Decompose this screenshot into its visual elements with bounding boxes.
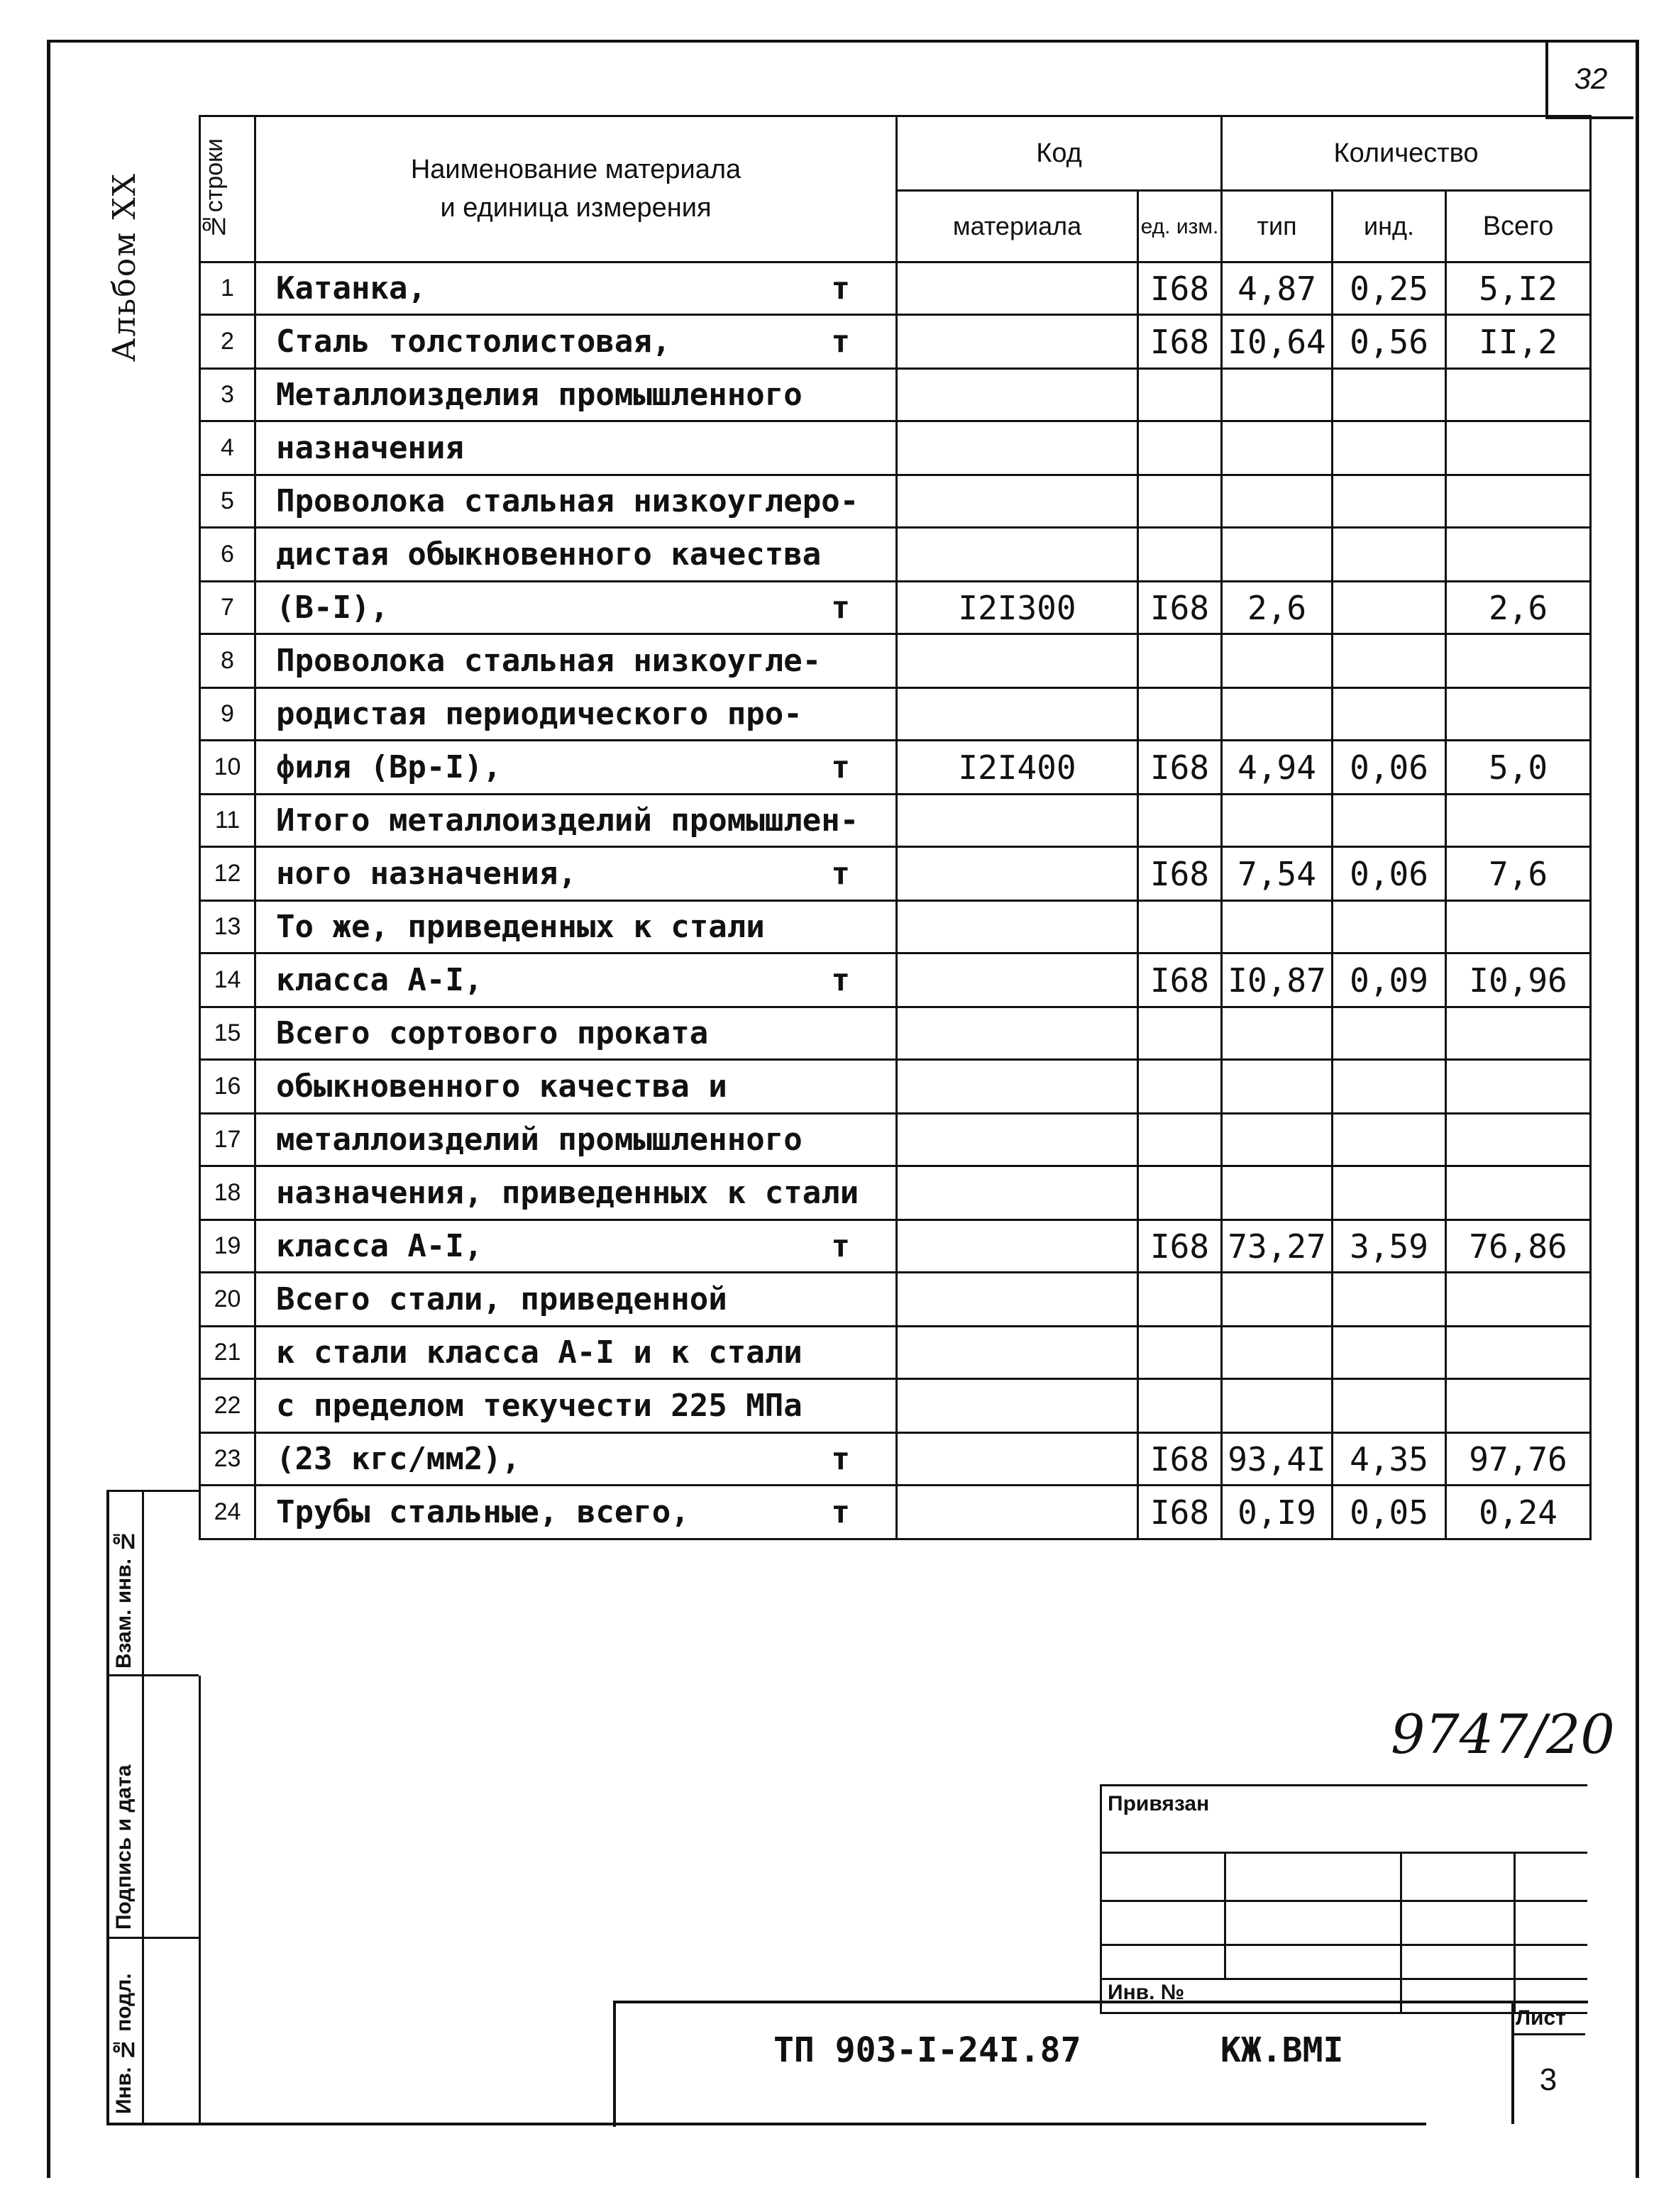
material-code bbox=[897, 262, 1138, 315]
table-row bbox=[200, 1166, 1591, 1220]
qty-ind bbox=[1333, 1007, 1446, 1060]
side-divider bbox=[106, 1674, 199, 1676]
table-row bbox=[200, 475, 1591, 528]
stamp-line bbox=[1224, 1852, 1226, 1978]
material-name bbox=[255, 795, 897, 847]
qty-total bbox=[1446, 1379, 1591, 1433]
unit-code bbox=[1138, 795, 1222, 847]
unit-code: I68 bbox=[1138, 953, 1222, 1007]
qty-ind: 4,35 bbox=[1333, 1433, 1446, 1486]
qty-tip bbox=[1222, 1166, 1333, 1220]
stamp-line bbox=[1400, 1852, 1402, 2012]
material-name-text: назначения, приведенных к стали bbox=[276, 1175, 859, 1211]
material-name bbox=[255, 1327, 897, 1379]
qty-tip: I0,64 bbox=[1222, 315, 1333, 369]
qty-total bbox=[1446, 795, 1591, 847]
table-row bbox=[200, 795, 1591, 847]
material-name bbox=[255, 1433, 897, 1486]
row-number: 23 bbox=[200, 1433, 255, 1486]
unit-letter: т bbox=[831, 323, 850, 360]
material-name bbox=[255, 262, 897, 315]
signature-date-label: Подпись и дата bbox=[112, 1764, 136, 1930]
qty-ind bbox=[1333, 1166, 1446, 1220]
row-number: 7 bbox=[200, 582, 255, 634]
material-name-text: Итого металлоизделий промышлен- bbox=[276, 802, 859, 839]
unit-letter: т bbox=[831, 856, 850, 892]
table-row bbox=[200, 1486, 1591, 1539]
album-label: Альбом XX bbox=[106, 172, 143, 362]
row-number: 12 bbox=[200, 847, 255, 901]
material-code bbox=[897, 1166, 1138, 1220]
material-name-text: Всего сортового проката bbox=[276, 1015, 709, 1051]
unit-letter: т bbox=[831, 1441, 850, 1477]
row-number: 5 bbox=[200, 475, 255, 528]
material-name bbox=[255, 901, 897, 953]
unit-code bbox=[1138, 1007, 1222, 1060]
qty-tip bbox=[1222, 421, 1333, 475]
qty-total: 0,24 bbox=[1446, 1486, 1591, 1539]
row-number: 15 bbox=[200, 1007, 255, 1060]
qty-tip bbox=[1222, 1007, 1333, 1060]
original-inventory-label: Инв. № подл. bbox=[112, 1973, 136, 2114]
material-code bbox=[897, 795, 1138, 847]
table-row bbox=[200, 1433, 1591, 1486]
material-code bbox=[897, 1486, 1138, 1539]
qty-ind: 0,05 bbox=[1333, 1486, 1446, 1539]
qty-total bbox=[1446, 1166, 1591, 1220]
unit-code: I68 bbox=[1138, 741, 1222, 795]
unit-code bbox=[1138, 1273, 1222, 1327]
table-row bbox=[200, 421, 1591, 475]
qty-total bbox=[1446, 1114, 1591, 1166]
row-number: 2 bbox=[200, 315, 255, 369]
table-row bbox=[200, 1060, 1591, 1114]
qty-total bbox=[1446, 528, 1591, 582]
qty-tip bbox=[1222, 1379, 1333, 1433]
material-name bbox=[255, 634, 897, 688]
row-number-header: №строки bbox=[200, 116, 255, 262]
material-code bbox=[897, 1114, 1138, 1166]
qty-tip bbox=[1222, 795, 1333, 847]
unit-letter: т bbox=[831, 962, 850, 998]
material-name bbox=[255, 688, 897, 741]
unit-code bbox=[1138, 528, 1222, 582]
unit-header: ед. изм. bbox=[1138, 191, 1222, 262]
qty-tip bbox=[1222, 369, 1333, 421]
material-code bbox=[897, 1060, 1138, 1114]
document-mark: КЖ.ВМI bbox=[1220, 2030, 1344, 2070]
qty-ind bbox=[1333, 901, 1446, 953]
qty-total bbox=[1446, 634, 1591, 688]
material-name-text: филя (Вр-I), bbox=[276, 749, 502, 785]
qty-tip bbox=[1222, 1114, 1333, 1166]
row-number: 1 bbox=[200, 262, 255, 315]
qty-total bbox=[1446, 475, 1591, 528]
qty-total bbox=[1446, 421, 1591, 475]
table-row bbox=[200, 1007, 1591, 1060]
qty-tip: 93,4I bbox=[1222, 1433, 1333, 1486]
material-name-text: Проволока стальная низкоуглеро- bbox=[276, 483, 859, 519]
table-row bbox=[200, 953, 1591, 1007]
material-name-text: родистая периодического про- bbox=[276, 696, 803, 732]
qty-tip: 4,87 bbox=[1222, 262, 1333, 315]
material-name bbox=[255, 1166, 897, 1220]
qty-total: 7,6 bbox=[1446, 847, 1591, 901]
qty-total: 97,76 bbox=[1446, 1433, 1591, 1486]
qty-total bbox=[1446, 369, 1591, 421]
qty-tip: 73,27 bbox=[1222, 1220, 1333, 1273]
table-row bbox=[200, 1327, 1591, 1379]
qty-ind bbox=[1333, 688, 1446, 741]
qty-ind bbox=[1333, 1379, 1446, 1433]
qty-tip bbox=[1222, 1273, 1333, 1327]
material-name-text: Всего стали, приведенной bbox=[276, 1281, 727, 1317]
page-number: 32 bbox=[1545, 41, 1633, 119]
material-name bbox=[255, 1220, 897, 1273]
unit-letter: т bbox=[831, 590, 850, 626]
material-code bbox=[897, 1433, 1138, 1486]
unit-code: I68 bbox=[1138, 1486, 1222, 1539]
sheet-number: 3 bbox=[1539, 2062, 1558, 2097]
qty-total bbox=[1446, 1060, 1591, 1114]
material-code bbox=[897, 528, 1138, 582]
material-name bbox=[255, 528, 897, 582]
qty-total: 5,0 bbox=[1446, 741, 1591, 795]
unit-code: I68 bbox=[1138, 315, 1222, 369]
material-name bbox=[255, 741, 897, 795]
unit-code bbox=[1138, 634, 1222, 688]
material-name bbox=[255, 421, 897, 475]
material-name-text: Металлоизделия промышленного bbox=[276, 377, 803, 413]
sheet-label: Лист bbox=[1516, 2006, 1566, 2030]
material-code bbox=[897, 369, 1138, 421]
quantity-header: Количество bbox=[1222, 116, 1591, 191]
material-name-text: металлоизделий промышленного bbox=[276, 1122, 803, 1158]
material-name-text: То же, приведенных к стали bbox=[276, 909, 765, 945]
name-header: Наименование материала и единица измерения bbox=[255, 116, 897, 262]
material-name bbox=[255, 953, 897, 1007]
side-border bbox=[106, 1490, 109, 2125]
material-name-text: дистая обыкновенного качества bbox=[276, 536, 822, 573]
row-number: 3 bbox=[200, 369, 255, 421]
qty-tip bbox=[1222, 475, 1333, 528]
table-row bbox=[200, 582, 1591, 634]
table-row bbox=[200, 528, 1591, 582]
row-number: 4 bbox=[200, 421, 255, 475]
qty-total: 76,86 bbox=[1446, 1220, 1591, 1273]
qty-ind bbox=[1333, 1273, 1446, 1327]
material-name bbox=[255, 369, 897, 421]
material-name-text: Проволока стальная низкоугле- bbox=[276, 643, 822, 679]
total-header: Всего bbox=[1446, 191, 1591, 262]
qty-ind: 0,06 bbox=[1333, 741, 1446, 795]
qty-tip bbox=[1222, 901, 1333, 953]
unit-code: I68 bbox=[1138, 582, 1222, 634]
qty-ind: 0,25 bbox=[1333, 262, 1446, 315]
material-name-text: Сталь толстолистовая, bbox=[276, 323, 671, 360]
qty-ind: 0,56 bbox=[1333, 315, 1446, 369]
material-name-text: (В-I), bbox=[276, 590, 389, 626]
qty-total: 5,I2 bbox=[1446, 262, 1591, 315]
title-block-divider bbox=[1511, 2033, 1585, 2035]
material-name bbox=[255, 315, 897, 369]
material-name bbox=[255, 1379, 897, 1433]
table-row bbox=[200, 741, 1591, 795]
unit-code: I68 bbox=[1138, 1433, 1222, 1486]
table-row bbox=[200, 847, 1591, 901]
qty-tip: 4,94 bbox=[1222, 741, 1333, 795]
qty-ind bbox=[1333, 795, 1446, 847]
qty-total bbox=[1446, 688, 1591, 741]
material-name-text: класса А-I, bbox=[276, 962, 483, 998]
qty-total bbox=[1446, 901, 1591, 953]
qty-ind bbox=[1333, 1327, 1446, 1379]
material-code bbox=[897, 901, 1138, 953]
ind-header: инд. bbox=[1333, 191, 1446, 262]
replacement-inventory-label: Взам. инв. № bbox=[112, 1529, 136, 1669]
binding-label: Привязан bbox=[1108, 1792, 1210, 1815]
table-row bbox=[200, 315, 1591, 369]
table-row bbox=[200, 262, 1591, 315]
unit-letter: т bbox=[831, 270, 850, 306]
materials-table bbox=[199, 115, 1592, 1540]
row-number: 11 bbox=[200, 795, 255, 847]
unit-code bbox=[1138, 1327, 1222, 1379]
row-number: 18 bbox=[200, 1166, 255, 1220]
material-name bbox=[255, 1486, 897, 1539]
qty-ind: 3,59 bbox=[1333, 1220, 1446, 1273]
table-row bbox=[200, 1379, 1591, 1433]
row-number: 17 bbox=[200, 1114, 255, 1166]
qty-total: I0,96 bbox=[1446, 953, 1591, 1007]
material-name-text: Катанка, bbox=[276, 270, 426, 306]
side-divider bbox=[106, 1490, 199, 1492]
material-code bbox=[897, 315, 1138, 369]
material-code bbox=[897, 421, 1138, 475]
qty-ind: 0,09 bbox=[1333, 953, 1446, 1007]
material-name bbox=[255, 582, 897, 634]
qty-total: II,2 bbox=[1446, 315, 1591, 369]
unit-code: I68 bbox=[1138, 1220, 1222, 1273]
table-row bbox=[200, 369, 1591, 421]
material-name-text: ного назначения, bbox=[276, 856, 577, 892]
row-number: 6 bbox=[200, 528, 255, 582]
qty-ind bbox=[1333, 528, 1446, 582]
stamp-line bbox=[1514, 1852, 1516, 2012]
qty-tip: 0,I9 bbox=[1222, 1486, 1333, 1539]
table-row bbox=[200, 1220, 1591, 1273]
row-number: 14 bbox=[200, 953, 255, 1007]
material-name bbox=[255, 1273, 897, 1327]
unit-code bbox=[1138, 688, 1222, 741]
inventory-number-label: Инв. № bbox=[1108, 1981, 1185, 2004]
row-number: 10 bbox=[200, 741, 255, 795]
unit-code bbox=[1138, 1060, 1222, 1114]
side-divider bbox=[106, 1937, 199, 1939]
binding-stamp bbox=[1100, 1784, 1587, 2014]
row-number: 9 bbox=[200, 688, 255, 741]
handwritten-number: 9747/20 bbox=[1391, 1703, 1615, 1766]
material-name bbox=[255, 847, 897, 901]
material-name-text: (23 кгс/мм2), bbox=[276, 1441, 521, 1477]
tip-header: тип bbox=[1222, 191, 1333, 262]
qty-ind bbox=[1333, 582, 1446, 634]
material-name-text: к стали класса А-I и к стали bbox=[276, 1334, 803, 1371]
qty-total: 2,6 bbox=[1446, 582, 1591, 634]
row-number: 8 bbox=[200, 634, 255, 688]
side-divider bbox=[142, 1490, 144, 2123]
table-row bbox=[200, 634, 1591, 688]
qty-ind bbox=[1333, 369, 1446, 421]
unit-letter: т bbox=[831, 1494, 850, 1530]
qty-tip bbox=[1222, 688, 1333, 741]
unit-code: I68 bbox=[1138, 262, 1222, 315]
material-name-text: с пределом текучести 225 МПа bbox=[276, 1388, 803, 1424]
qty-ind bbox=[1333, 1114, 1446, 1166]
material-code bbox=[897, 1379, 1138, 1433]
material-name-text: назначения bbox=[276, 430, 464, 466]
material-code bbox=[897, 634, 1138, 688]
unit-code bbox=[1138, 369, 1222, 421]
material-code bbox=[897, 1327, 1138, 1379]
material-name-text: Трубы стальные, всего, bbox=[276, 1494, 690, 1530]
qty-ind bbox=[1333, 634, 1446, 688]
qty-tip: 2,6 bbox=[1222, 582, 1333, 634]
material-name bbox=[255, 475, 897, 528]
qty-ind bbox=[1333, 1060, 1446, 1114]
row-number: 13 bbox=[200, 901, 255, 953]
table-row bbox=[200, 1273, 1591, 1327]
qty-total bbox=[1446, 1273, 1591, 1327]
qty-tip bbox=[1222, 1060, 1333, 1114]
row-number: 22 bbox=[200, 1379, 255, 1433]
unit-code bbox=[1138, 1379, 1222, 1433]
material-name-text: обыкновенного качества и bbox=[276, 1068, 727, 1105]
table-left-border bbox=[199, 1676, 201, 2124]
document-code: ТП 903-I-24I.87 bbox=[773, 2030, 1081, 2070]
qty-total bbox=[1446, 1327, 1591, 1379]
row-number: 24 bbox=[200, 1486, 255, 1539]
material-code: I2I400 bbox=[897, 741, 1138, 795]
unit-code bbox=[1138, 1114, 1222, 1166]
table-row bbox=[200, 901, 1591, 953]
unit-letter: т bbox=[831, 1228, 850, 1264]
material-code bbox=[897, 688, 1138, 741]
material-name-text: класса А-I, bbox=[276, 1228, 483, 1264]
material-code bbox=[897, 1273, 1138, 1327]
material-code bbox=[897, 953, 1138, 1007]
unit-code: I68 bbox=[1138, 847, 1222, 901]
material-code: I2I300 bbox=[897, 582, 1138, 634]
qty-tip bbox=[1222, 1327, 1333, 1379]
qty-total bbox=[1446, 1007, 1591, 1060]
material-name bbox=[255, 1007, 897, 1060]
unit-code bbox=[1138, 421, 1222, 475]
row-number: 16 bbox=[200, 1060, 255, 1114]
qty-tip: I0,87 bbox=[1222, 953, 1333, 1007]
qty-ind bbox=[1333, 421, 1446, 475]
qty-ind bbox=[1333, 475, 1446, 528]
material-name bbox=[255, 1060, 897, 1114]
qty-tip bbox=[1222, 634, 1333, 688]
row-number: 19 bbox=[200, 1220, 255, 1273]
title-block bbox=[613, 2001, 1588, 2127]
qty-tip: 7,54 bbox=[1222, 847, 1333, 901]
unit-code bbox=[1138, 1166, 1222, 1220]
code-header: Код bbox=[897, 116, 1222, 191]
unit-letter: т bbox=[831, 749, 850, 785]
row-number: 20 bbox=[200, 1273, 255, 1327]
material-code bbox=[897, 1007, 1138, 1060]
row-number: 21 bbox=[200, 1327, 255, 1379]
qty-ind: 0,06 bbox=[1333, 847, 1446, 901]
table-row bbox=[200, 1114, 1591, 1166]
material-code bbox=[897, 1220, 1138, 1273]
material-code bbox=[897, 475, 1138, 528]
table-row bbox=[200, 688, 1591, 741]
material-name bbox=[255, 1114, 897, 1166]
qty-tip bbox=[1222, 528, 1333, 582]
unit-code bbox=[1138, 475, 1222, 528]
unit-code bbox=[1138, 901, 1222, 953]
material-code bbox=[897, 847, 1138, 901]
material-code-header: материала bbox=[897, 191, 1138, 262]
